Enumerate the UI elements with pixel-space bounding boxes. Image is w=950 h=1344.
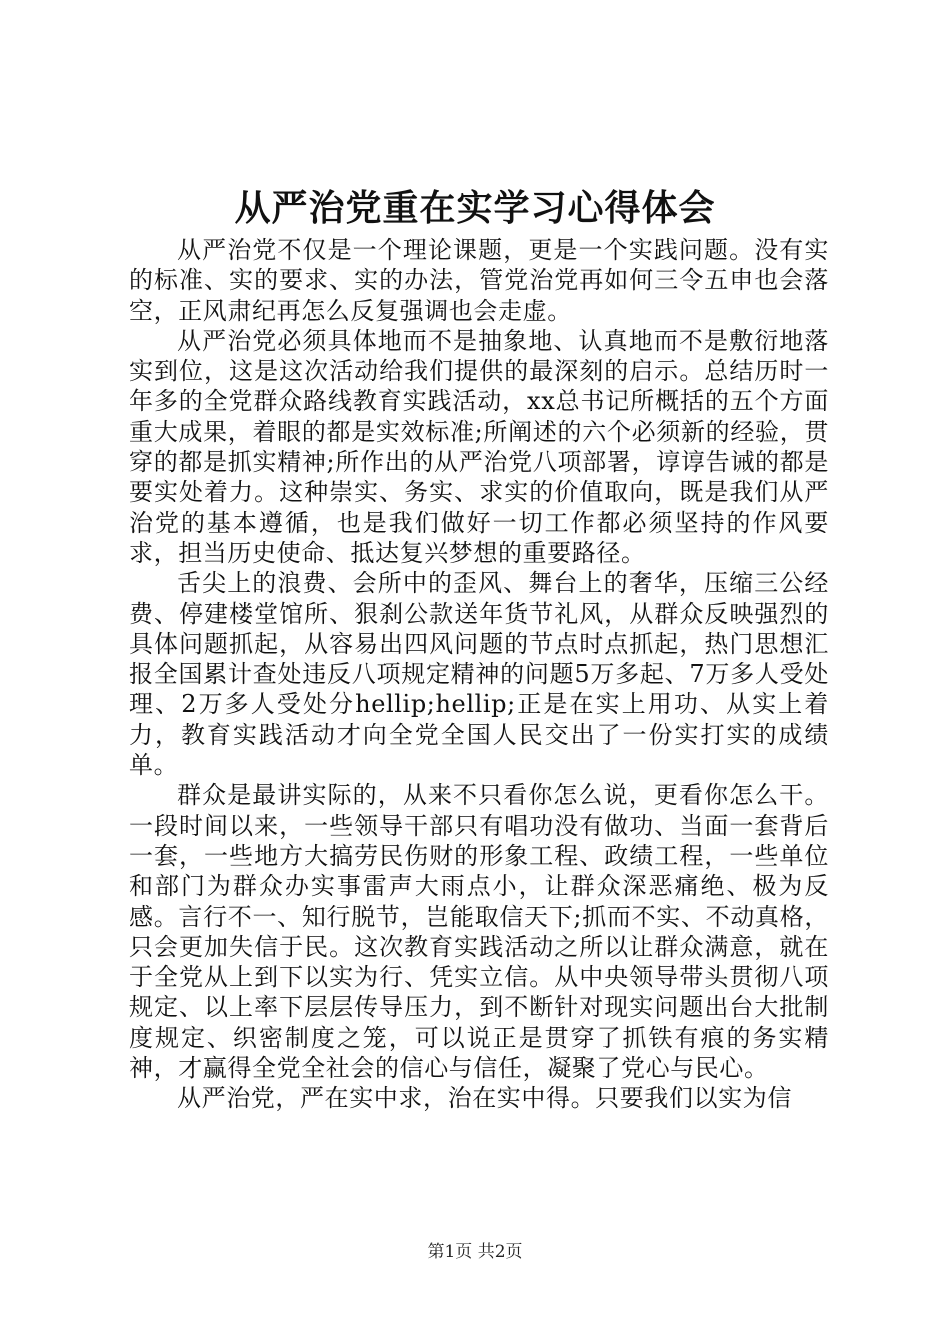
document-title: 从严治党重在实学习心得体会 xyxy=(234,187,716,229)
paragraph: 舌尖上的浪费、会所中的歪风、舞台上的奢华，压缩三公经费、停建楼堂馆所、狠刹公款送年货节礼风，从群众反映强烈的具体问题抓起，从容易出四风问题的节点时点抓起，热门思想汇报全国累计查处违反八项规定精神的问题5万多起、7万多人受处理、2万多人受处分hellip;hellip;正是在实上用功、从实上着力，教育实践活动才向全党全国人民交出了一份实打实的成绩单。 xyxy=(129,569,829,780)
page-number-footer: 第1页 共2页 xyxy=(427,1242,523,1262)
paragraph: 从严治党，严在实中求，治在实中得。只要我们以实为信 xyxy=(177,1084,792,1113)
document-body xyxy=(129,235,829,1114)
paragraph: 从严治党必须具体地而不是抽象地、认真地而不是敷衍地落实到位，这是这次活动给我们提供的最深刻的启示。总结历时一年多的全党群众路线教育实践活动，xx总书记所概括的五个方面重大成果，着眼的都是实效标准;所阐述的六个必须新的经验，贯穿的都是抓实精神;所作出的从严治党八项部署，谆谆告诫的都是要实处着力。这种崇实、务实、求实的价值取向，既是我们从严治党的基本遵循，也是我们做好一切工作都必须坚持的作风要求，担当历史使命、抵达复兴梦想的重要路径。 xyxy=(129,326,829,567)
paragraph: 群众是最讲实际的，从来不只看你怎么说，更看你怎么干。一段时间以来，一些领导干部只有唱功没有做功、当面一套背后一套，一些地方大搞劳民伤财的形象工程、政绩工程，一些单位和部门为群众办实事雷声大雨点小，让群众深恶痛绝、极为反感。言行不一、知行脱节，岂能取信天下;抓而不实、不动真格，只会更加失信于民。这次教育实践活动之所以让群众满意，就在于全党从上到下以实为行、凭实立信。从中央领导带头贯彻八项规定、以上率下层层传导压力，到不断针对现实问题出台大批制度规定、织密制度之笼，可以说正是贯穿了抓铁有痕的务实精神，才赢得全党全社会的信心与信任，凝聚了党心与民心。 xyxy=(129,781,829,1083)
paragraph: 从严治党不仅是一个理论课题，更是一个实践问题。没有实的标准、实的要求、实的办法，管党治党再如何三令五申也会落空，正风肃纪再怎么反复强调也会走虚。 xyxy=(129,236,829,325)
